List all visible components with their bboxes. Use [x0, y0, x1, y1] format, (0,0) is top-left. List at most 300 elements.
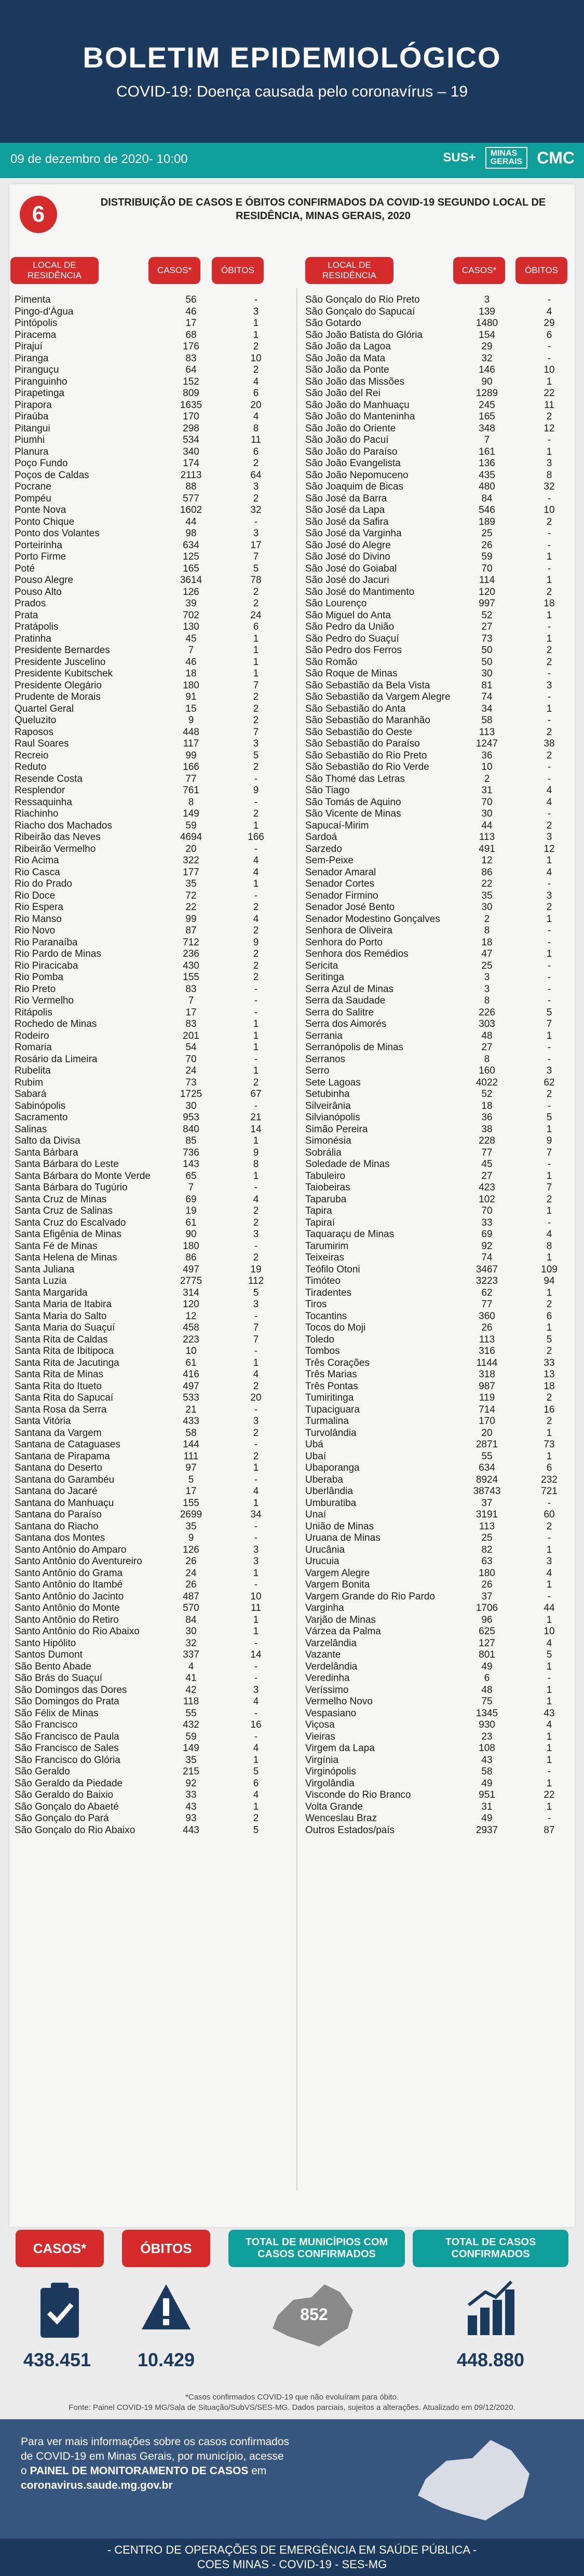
- cases-count: 55: [185, 1707, 197, 1719]
- municipality-name: São Gonçalo do Rio Preto: [305, 294, 420, 305]
- table-row: [305, 1369, 578, 1381]
- table-row: [15, 1509, 284, 1521]
- table-row: [15, 1065, 284, 1077]
- cases-count: 70: [481, 563, 493, 574]
- municipality-name: Piumhi: [15, 435, 45, 445]
- table-row: [15, 353, 284, 365]
- municipality-name: Ubá: [305, 1439, 323, 1450]
- municipality-name: São João Nepomuceno: [305, 469, 409, 481]
- cases-count: 29: [481, 341, 493, 352]
- table-row: [305, 1591, 578, 1603]
- municipality-name: São Francisco do Glória: [15, 1754, 120, 1766]
- table-row: [305, 762, 578, 774]
- deaths-count: 2: [253, 586, 259, 598]
- table-row: [15, 890, 284, 902]
- municipality-name: Teixeiras: [305, 1252, 344, 1263]
- cases-count: 45: [185, 633, 197, 644]
- cases-count: 9: [188, 1533, 194, 1543]
- cases-count: 84: [481, 493, 493, 504]
- deaths-count: 1: [253, 1801, 259, 1812]
- municipality-name: Urucânia: [305, 1544, 345, 1555]
- cases-count: 30: [185, 1626, 197, 1637]
- table-row: [15, 808, 284, 820]
- table-row: [15, 575, 284, 587]
- deaths-count: -: [254, 1673, 258, 1684]
- table-row: [15, 1556, 284, 1568]
- municipality-name: Santa Cruz de Minas: [15, 1194, 107, 1205]
- municipality-name: São João Evangelista: [305, 458, 401, 469]
- deaths-count: 2: [546, 726, 552, 738]
- municipality-name: Tapiraí: [305, 1217, 335, 1228]
- cases-count: 120: [479, 586, 495, 598]
- table-row: [15, 984, 284, 996]
- municipality-name: São João do Pacuí: [305, 435, 389, 445]
- table-row: [305, 1789, 578, 1801]
- cases-count: 840: [183, 1123, 199, 1135]
- cases-count: 36: [481, 750, 493, 761]
- minas-gerais-logo: [485, 147, 527, 169]
- municipality-name: São Sebastião do Oeste: [305, 726, 412, 738]
- cases-count: 86: [481, 866, 493, 878]
- deaths-count: 1: [546, 1801, 552, 1812]
- painel-link[interactable]: PAINEL DE MONITORAMENTO DE CASOS: [30, 2465, 249, 2477]
- table-row: [15, 960, 284, 972]
- table-row: [15, 645, 284, 657]
- cases-count: 24: [185, 1065, 197, 1076]
- casos-value: 438.451: [23, 2349, 91, 2370]
- cases-count: 113: [479, 726, 495, 738]
- deaths-count: 1: [253, 820, 259, 831]
- table-row: [305, 1101, 578, 1113]
- table-row: [305, 388, 578, 400]
- deaths-count: 7: [546, 1019, 552, 1029]
- municipality-name: Santana dos Montes: [15, 1533, 105, 1543]
- municipality-name: Santos Dumont: [15, 1649, 83, 1660]
- deaths-count: -: [547, 621, 551, 632]
- cases-count: 119: [479, 1392, 495, 1403]
- date-bar: [0, 143, 584, 178]
- municipality-name: Tiros: [305, 1299, 327, 1310]
- table-row: [305, 715, 578, 727]
- municipality-name: Santa Rosa da Serra: [15, 1404, 107, 1415]
- deaths-count: -: [254, 995, 258, 1006]
- municipality-name: Rio Doce: [15, 890, 56, 901]
- deaths-count: 1: [546, 1544, 552, 1555]
- municipality-name: São Sebastião do Maranhão: [305, 715, 430, 726]
- cases-count: 423: [479, 1182, 495, 1193]
- cases-count: 27: [481, 1042, 493, 1053]
- deaths-count: 2: [253, 1205, 259, 1216]
- cases-count: 17: [185, 1486, 197, 1497]
- deaths-count: 21: [250, 1112, 262, 1123]
- cases-count: 41: [185, 1673, 197, 1684]
- municipality-name: São José do Mantimento: [305, 586, 415, 598]
- municipality-name: Sarzedo: [305, 843, 342, 855]
- deaths-count: -: [254, 516, 258, 527]
- deaths-count: 4: [546, 1637, 552, 1649]
- cases-count: 146: [479, 364, 495, 375]
- cases-count: 8: [484, 925, 490, 936]
- cases-count: 7: [188, 995, 194, 1006]
- municipality-name: Sobrália: [305, 1147, 342, 1158]
- deaths-count: 2: [253, 808, 259, 819]
- municipality-name: Silveirânia: [305, 1100, 351, 1111]
- cases-count: 155: [183, 972, 199, 983]
- table-row: [305, 1755, 578, 1767]
- deaths-count: 5: [546, 1007, 552, 1018]
- table-row: [305, 820, 578, 832]
- deaths-count: 2: [546, 1416, 552, 1427]
- warning-icon: [140, 2282, 192, 2334]
- cases-count: 12: [185, 1310, 197, 1322]
- municipality-name: Queluzito: [15, 715, 57, 726]
- table-row: [305, 1334, 578, 1346]
- deaths-count: 4: [546, 796, 552, 808]
- cases-count: 625: [479, 1626, 495, 1637]
- deaths-count: 3: [253, 306, 259, 317]
- deaths-count: 19: [250, 1264, 262, 1275]
- table-row: [15, 820, 284, 832]
- deaths-count: 29: [544, 318, 555, 329]
- table-row: [305, 1568, 578, 1580]
- cases-count: 59: [481, 551, 493, 562]
- table-row: [15, 1171, 284, 1183]
- table-row: [15, 1428, 284, 1440]
- table-row: [15, 972, 284, 984]
- municipality-name: Santo Antônio do Aventureiro: [15, 1556, 142, 1567]
- municipality-name: Santo Hipólito: [15, 1637, 76, 1649]
- cases-count: 4022: [476, 1077, 498, 1088]
- municipality-name: São João Batista do Glória: [305, 329, 423, 341]
- deaths-count: -: [254, 843, 258, 855]
- table-row: [15, 1696, 284, 1708]
- table-row: [15, 1077, 284, 1089]
- deaths-count: -: [254, 1707, 258, 1719]
- cases-count: 432: [183, 1719, 199, 1730]
- deaths-count: 1: [253, 1042, 259, 1053]
- coronavirus-site-link[interactable]: coronavirus.saude.mg.gov.br: [21, 2479, 173, 2491]
- total-value: 448.880: [456, 2349, 525, 2370]
- deaths-count: 64: [250, 469, 262, 481]
- deaths-count: 6: [253, 1778, 259, 1789]
- deaths-count: 4: [253, 1789, 259, 1800]
- table-row: [305, 738, 578, 750]
- municipality-name: São Sebastião do Anta: [305, 703, 406, 714]
- table-row: [15, 925, 284, 937]
- municipality-name: Santana de Cataguases: [15, 1439, 120, 1450]
- left-table: [15, 294, 284, 1836]
- municipality-name: Taquaraçu de Minas: [305, 1229, 395, 1240]
- municipality-name: Visconde do Rio Branco: [305, 1789, 411, 1800]
- obitos-label: ÓBITOS: [122, 2230, 210, 2267]
- table-row: [305, 668, 578, 680]
- cases-count: 3467: [476, 1264, 498, 1275]
- table-row: [305, 1743, 578, 1755]
- table-row: [305, 1638, 578, 1650]
- municipality-name: Santana do Riacho: [15, 1521, 99, 1532]
- municipios-value: 852: [300, 2305, 328, 2324]
- sus-logo: SUS+: [443, 151, 476, 165]
- deaths-count: 4: [546, 1229, 552, 1240]
- cases-count: 97: [185, 1462, 197, 1473]
- deaths-count: 3: [253, 1684, 259, 1696]
- deaths-count: 1: [546, 1731, 552, 1742]
- deaths-count: 1: [546, 1614, 552, 1625]
- table-row: [305, 493, 578, 505]
- cases-count: 2: [484, 913, 490, 925]
- deaths-count: -: [547, 1217, 551, 1228]
- deaths-count: -: [547, 937, 551, 948]
- cases-count: 165: [479, 411, 495, 422]
- cases-count: 58: [481, 715, 493, 726]
- municipality-name: Vargem Alegre: [305, 1567, 370, 1579]
- cases-count: 30: [481, 668, 493, 679]
- cases-count: 70: [481, 796, 493, 808]
- municipality-name: Senador Amaral: [305, 866, 376, 878]
- deaths-count: 6: [546, 1310, 552, 1322]
- deaths-count: 3: [253, 1556, 259, 1567]
- cases-count: 201: [183, 1030, 199, 1041]
- deaths-count: 22: [544, 388, 555, 399]
- cases-count: 577: [183, 493, 199, 504]
- table-row: [15, 1241, 284, 1253]
- table-row: [15, 1159, 284, 1171]
- deaths-count: -: [254, 1404, 258, 1415]
- municipality-name: São Gonçalo do Abaeté: [15, 1801, 119, 1812]
- deaths-count: 2: [253, 1217, 259, 1228]
- deaths-count: 1: [546, 575, 552, 586]
- cases-count: 340: [183, 446, 199, 457]
- table-row: [15, 1299, 284, 1311]
- right-header-obitos: ÓBITOS: [515, 257, 567, 284]
- municipality-name: Santa Margarida: [15, 1287, 88, 1298]
- municipality-name: Rio Manso: [15, 913, 62, 925]
- municipality-name: Rio Pardo de Minas: [15, 948, 101, 959]
- municipality-name: Serranópolis de Minas: [305, 1042, 404, 1053]
- municipality-name: Prudente de Morais: [15, 692, 101, 702]
- table-row: [15, 400, 284, 412]
- municipality-name: Santo Antônio do Rio Abaixo: [15, 1626, 140, 1637]
- cases-count: 448: [183, 726, 199, 738]
- municipality-name: São Pedro dos Ferros: [305, 645, 402, 656]
- cases-count: 44: [185, 516, 197, 527]
- cases-count: 2871: [476, 1439, 498, 1450]
- cases-count: 177: [183, 866, 199, 878]
- deaths-count: 1: [253, 1614, 259, 1625]
- mg-logo-line1: MINAS: [490, 149, 518, 158]
- deaths-count: 2: [253, 493, 259, 504]
- municipality-name: Santa Helena de Minas: [15, 1252, 117, 1263]
- table-row: [15, 1311, 284, 1323]
- cases-count: 59: [185, 1731, 197, 1742]
- table-row: [15, 1381, 284, 1393]
- deaths-count: 1: [253, 329, 259, 341]
- deaths-count: -: [547, 435, 551, 445]
- left-header-local: LOCAL DE RESIDÊNCIA: [10, 257, 99, 284]
- cases-count: 111: [183, 1450, 199, 1462]
- table-row: [305, 364, 578, 376]
- cases-count: 38743: [473, 1486, 501, 1497]
- header: [0, 0, 584, 143]
- deaths-count: -: [547, 773, 551, 784]
- municipality-name: São Sebastião do Rio Verde: [305, 762, 429, 772]
- table-row: [15, 1392, 284, 1404]
- municipality-name: São Roque de Minas: [305, 668, 398, 679]
- deaths-count: 12: [544, 843, 555, 855]
- table-row: [305, 1392, 578, 1404]
- summary: [0, 2230, 584, 2385]
- municipality-name: Tocos do Moji: [305, 1322, 366, 1333]
- cases-count: 26: [481, 539, 493, 551]
- table-row: [305, 1019, 578, 1031]
- cases-count: 189: [479, 516, 495, 527]
- deaths-count: 2: [253, 1077, 259, 1088]
- deaths-count: 1: [546, 551, 552, 562]
- municipality-name: Pouso Alto: [15, 586, 62, 598]
- deaths-count: 24: [250, 609, 262, 621]
- cases-count: 2699: [180, 1509, 202, 1520]
- deaths-count: 7: [253, 1334, 259, 1345]
- cases-count: 45: [481, 1159, 493, 1170]
- municipality-name: Wenceslau Braz: [305, 1813, 377, 1824]
- cases-count: 435: [479, 469, 495, 481]
- table-row: [305, 808, 578, 820]
- municipality-name: Umburatiba: [305, 1497, 357, 1509]
- cases-count: 63: [481, 1556, 493, 1567]
- cases-count: 318: [479, 1369, 495, 1380]
- table-row: [305, 1544, 578, 1556]
- deaths-count: -: [547, 563, 551, 574]
- deaths-count: 721: [541, 1486, 558, 1497]
- table-row: [15, 470, 284, 482]
- table-row: [15, 1568, 284, 1580]
- cases-count: 3191: [476, 1509, 498, 1520]
- table-row: [15, 1147, 284, 1159]
- table-row: [15, 505, 284, 517]
- table-row: [305, 563, 578, 575]
- deaths-count: 18: [544, 1380, 555, 1392]
- deaths-count: -: [547, 692, 551, 702]
- deaths-count: -: [254, 1521, 258, 1532]
- municipality-name: Quartel Geral: [15, 703, 74, 714]
- deaths-count: 2: [253, 902, 259, 913]
- deaths-count: 2: [253, 364, 259, 375]
- cases-count: 93: [185, 1813, 197, 1824]
- deaths-count: 87: [544, 1824, 555, 1836]
- deaths-count: 4: [253, 1369, 259, 1380]
- table-row: [15, 914, 284, 926]
- footnote-line2: Fonte: Painel COVID-19 MG/Sala de Situação/SubVS/SES-MG. Dados parciais, sujeitos a alterações. Atualizado em 09/12/2020.: [69, 2403, 515, 2412]
- deaths-count: 3: [546, 1556, 552, 1567]
- cases-count: 8: [484, 1053, 490, 1065]
- municipality-name: Três Corações: [305, 1357, 370, 1368]
- cases-count: 322: [183, 855, 199, 866]
- municipality-name: Rubelita: [15, 1065, 51, 1076]
- deaths-count: 2: [546, 902, 552, 913]
- cases-count: 32: [185, 1637, 197, 1649]
- deaths-count: 5: [546, 1112, 552, 1123]
- table-row: [305, 797, 578, 809]
- cases-count: 176: [183, 341, 199, 352]
- municipality-name: Sardoá: [305, 832, 337, 843]
- table-row: [15, 1358, 284, 1370]
- cases-count: 92: [481, 1240, 493, 1252]
- cases-count: 113: [479, 1521, 495, 1532]
- table-row: [305, 844, 578, 856]
- table-row: [305, 528, 578, 540]
- deaths-count: 22: [544, 1789, 555, 1800]
- deaths-count: 1: [546, 376, 552, 387]
- table-row: [305, 1065, 578, 1077]
- municipality-name: Tabuleiro: [305, 1170, 346, 1182]
- cases-count: 69: [481, 1229, 493, 1240]
- bulletin-subtitle: COVID-19: Doença causada pelo coronavírus – 19: [116, 83, 468, 100]
- municipality-name: Poço Fundo: [15, 458, 68, 469]
- municipality-name: Taiobeiras: [305, 1182, 350, 1193]
- municipality-name: Planura: [15, 446, 49, 457]
- municipality-name: Serranos: [305, 1053, 346, 1065]
- municipality-name: Santa Rita do Itueto: [15, 1380, 102, 1392]
- municipality-name: São Francisco de Paula: [15, 1731, 119, 1742]
- deaths-count: 1: [253, 633, 259, 644]
- deaths-count: 6: [546, 329, 552, 341]
- cases-count: 987: [479, 1380, 495, 1392]
- cases-count: 546: [479, 505, 495, 516]
- cases-count: 3223: [476, 1276, 498, 1286]
- table-row: [15, 1661, 284, 1673]
- municipality-name: Ponto dos Volantes: [15, 528, 100, 539]
- cases-count: 226: [479, 1007, 495, 1018]
- municipality-name: São Sebastião da Bela Vista: [305, 680, 430, 691]
- municipality-name: São José da Lapa: [305, 505, 385, 516]
- municipality-name: Ubaporanga: [305, 1462, 360, 1473]
- cases-count: 8: [188, 796, 194, 808]
- table-row: [305, 294, 578, 306]
- deaths-count: 10: [544, 1626, 555, 1637]
- municipality-name: Porto Firme: [15, 551, 66, 562]
- municipality-name: Raposos: [15, 726, 53, 738]
- table-row: [15, 1544, 284, 1556]
- deaths-count: 1: [546, 633, 552, 644]
- table-row: [15, 598, 284, 610]
- deaths-count: 1: [253, 1754, 259, 1766]
- deaths-count: 4: [253, 866, 259, 878]
- deaths-count: -: [547, 1533, 551, 1543]
- deaths-count: 4: [253, 855, 259, 866]
- municipality-name: São Vicente de Minas: [305, 808, 401, 819]
- municipality-name: São Sebastião do Rio Preto: [305, 750, 427, 761]
- cases-count: 25: [481, 1533, 493, 1543]
- deaths-count: 3: [253, 738, 259, 749]
- municipality-name: São José do Alegre: [305, 539, 391, 551]
- municipality-name: Piranga: [15, 352, 49, 364]
- cases-count: 634: [479, 1462, 495, 1473]
- municipality-name: Urucuia: [305, 1556, 339, 1567]
- cases-count: 223: [183, 1334, 199, 1345]
- table-row: [305, 1615, 578, 1626]
- municipality-name: São Sebastião do Paraíso: [305, 738, 420, 749]
- municipality-name: Santa Cruz do Escalvado: [15, 1217, 126, 1228]
- deaths-count: 1: [546, 1743, 552, 1754]
- cases-count: 8: [484, 995, 490, 1006]
- deaths-count: -: [254, 1637, 258, 1649]
- deaths-count: -: [547, 715, 551, 726]
- deaths-count: 18: [544, 598, 555, 609]
- cases-count: 160: [479, 1065, 495, 1076]
- deaths-count: 2: [253, 715, 259, 726]
- cases-count: 77: [481, 1147, 493, 1158]
- cases-count: 3614: [180, 575, 202, 586]
